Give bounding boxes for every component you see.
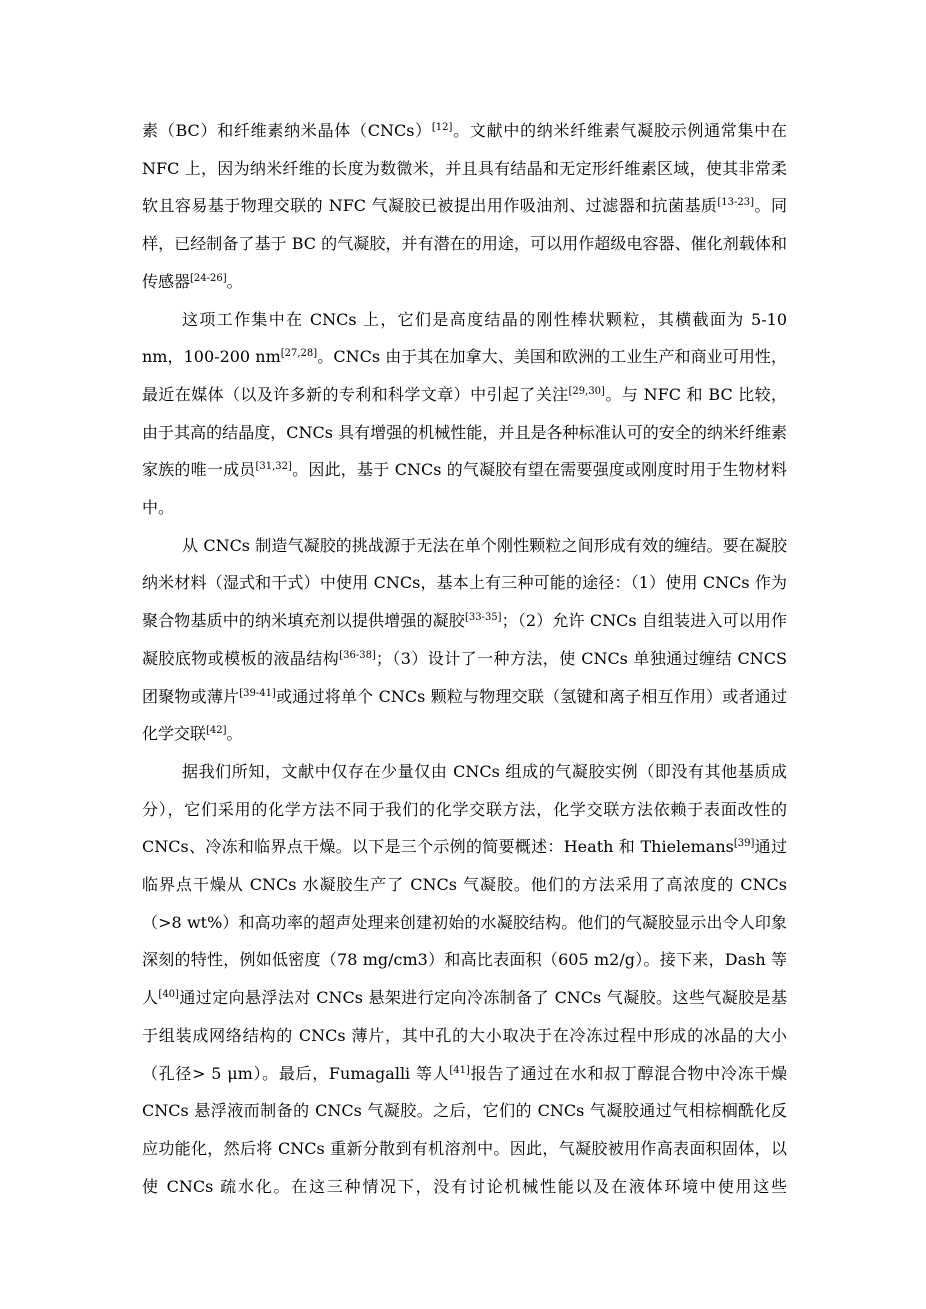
citation-marker: [29,30]: [568, 385, 605, 397]
citation-marker: [13-23]: [717, 197, 755, 209]
document-page: [142, 112, 787, 1205]
paragraph-1: 素（BC）和纤维素纳米晶体（CNCs）[12]。文献中的纳米纤维素气凝胶示例通常集中在 NFC 上，因为纳米纤维的长度为数微米，并且具有结晶和无定形纤维素区域，使其非常柔软且容易基于物理交联的 NFC 气凝胶已被提出用作吸油剂、过滤器和抗菌基质[13-23]。同样，已经制备了基于 BC 的气凝胶，并有潜在的用途，可以用作超级电容器、催化剂载体和传感器[24-26]。: [142, 121, 787, 291]
citation-marker: [39-41]: [239, 687, 276, 699]
citation-marker: [33-35]: [464, 612, 502, 624]
citation-marker: [42]: [206, 725, 227, 737]
paragraph-4: 据我们所知，文献中仅存在少量仅由 CNCs 组成的气凝胶实例（即没有其他基质成分），它们采用的化学方法不同于我们的化学交联方法，化学交联方法依赖于表面改性的 CNCs、冷冻和临界点干燥。以下是三个示例的简要概述：Heath 和 Thielemans[39]通过临界点干燥从 CNCs 水凝胶生产了 CNCs 气凝胶。他们的方法采用了高浓度的 CNCs（>8 wt%）和高功率的超声处理来创建初始的水凝胶结构。他们的气凝胶显示出令人印象深刻的特性，例如低密度（78 mg/cm3）和高比表面积（605 m2/g）。接下来，Dash 等人[40]通过定向悬浮法对 CNCs 悬架进行定向冷冻制备了 CNCs 气凝胶。这些气凝胶是基于组装成网络结构的 CNCs 薄片，其中孔的大小取决于在冷冻过程中形成的冰晶的大小（孔径> 5 μm）。最后，Fumagalli 等人[41]报告了通过在水和叔丁醇混合物中冷冻干燥 CNCs 悬浮液而制备的 CNCs 气凝胶。之后，它们的 CNCs 气凝胶通过气相棕榈酰化反应功能化，然后将 CNCs 重新分散到有机溶剂中。因此，气凝胶被用作高表面积固体，以使 CNCs 疏水化。在这三种情况下，没有讨论机械性能以及在液体环境中使用这些: [142, 761, 787, 1196]
citation-marker: [27,28]: [280, 348, 318, 360]
citation-marker: [36-38]: [339, 649, 376, 661]
citation-marker: [41]: [449, 1064, 470, 1076]
citation-marker: [39]: [733, 838, 755, 850]
citation-marker: [24-26]: [190, 272, 227, 284]
citation-marker: [40]: [158, 989, 179, 1001]
paragraph-2: 这项工作集中在 CNCs 上，它们是高度结晶的刚性棒状颗粒，其横截面为 5-10 nm，100-200 nm[27,28]。CNCs 由于其在加拿大、美国和欧洲的工业生产和商业可用性，最近在媒体（以及许多新的专利和科学文章）中引起了关注[29,30]。与 NFC 和 BC 比较，由于其高的结晶度，CNCs 具有增强的机械性能，并且是各种标准认可的安全的纳米纤维素家族的唯一成员[31,32]。因此，基于 CNCs 的气凝胶有望在需要强度或刚度时用于生物材料中。: [142, 309, 787, 518]
citation-marker: [12]: [431, 122, 453, 133]
citation-marker: [31,32]: [255, 461, 292, 473]
paragraph-3: 从 CNCs 制造气凝胶的挑战源于无法在单个刚性颗粒之间形成有效的缠结。要在凝胶纳米材料（湿式和干式）中使用 CNCs，基本上有三种可能的途径：（1）使用 CNCs 作为聚合物基质中的纳米填充剂以提供增强的凝胶[33-35]；（2）允许 CNCs 自组装进入可以用作凝胶底物或模板的液晶结构[36-38]；（3）设计了一种方法，使 CNCs 单独通过缠结 CNCS 团聚物或薄片[39-41]或通过将单个 CNCs 颗粒与物理交联（氢键和离子相互作用）或者通过化学交联[42]。: [142, 535, 787, 744]
